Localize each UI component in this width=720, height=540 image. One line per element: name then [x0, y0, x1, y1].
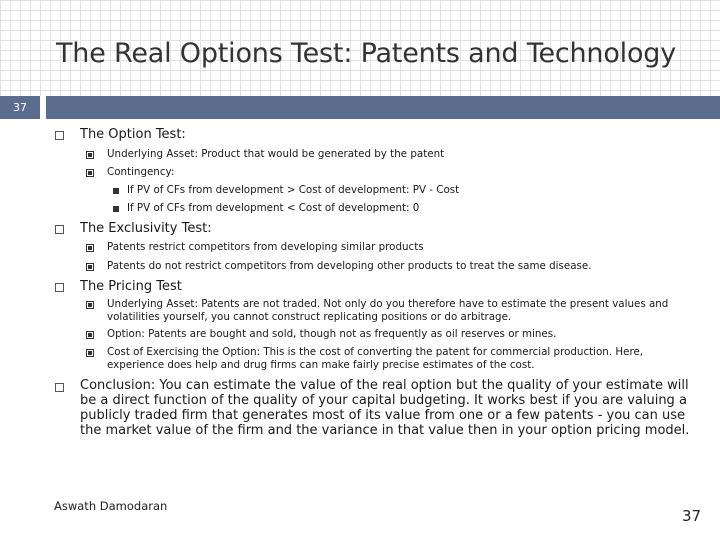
pricing-test-item: Underlying Asset: Patents are not traded. Not only do you therefore have to estimate the present values and volatilities yourself, you cannot construct replicating positions or do arbitrage.	[107, 298, 669, 323]
bullet-icon	[86, 263, 94, 271]
exclusivity-test-item: Patents do not restrict competitors from developing other products to treat the same disease.	[107, 260, 592, 272]
bullet-icon	[86, 244, 94, 252]
option-test-item: Underlying Asset: Product that would be generated by the patent	[107, 148, 445, 160]
exclusivity-test-item: Patents restrict competitors from developing similar products	[107, 241, 424, 253]
option-test-heading: The Option Test:	[80, 127, 186, 142]
slide-title: The Real Options Test: Patents and Technology	[56, 38, 676, 69]
bullet-icon	[86, 151, 94, 159]
option-test-item: Contingency:	[107, 166, 175, 178]
pricing-test-item: Cost of Exercising the Option: This is the cost of converting the patent for commercial production. Here, experience does help and drug firms can make fairly precise estimates of the cost.	[107, 346, 644, 371]
bullet-icon	[86, 331, 94, 339]
bullet-icon	[113, 206, 119, 212]
exclusivity-test-heading: The Exclusivity Test:	[80, 221, 212, 236]
slide-number-badge: 37	[0, 96, 40, 119]
pricing-test-heading: The Pricing Test	[80, 279, 182, 294]
author-footer: Aswath Damodaran	[54, 499, 168, 513]
bullet-icon	[113, 188, 119, 194]
bullet-icon	[86, 301, 94, 309]
bullet-icon	[55, 283, 64, 292]
pricing-test-item: Option: Patents are bought and sold, though not as frequently as oil reserves or mines.	[107, 328, 557, 340]
bullet-icon	[55, 383, 64, 392]
bullet-icon	[55, 131, 64, 140]
page-number: 37	[682, 507, 702, 525]
title-underline-bar	[46, 96, 720, 119]
bullet-icon	[86, 349, 94, 357]
bullet-icon	[55, 225, 64, 234]
conclusion-text: Conclusion: You can estimate the value of the real option but the quality of your estimate will be a direct function of the quality of your capital budgeting. It works best if you are valuing a publicly traded firm that generates most of its value from one or a few patents - you can use the market value of the firm and the variance in that value then in your option pricing model.	[80, 378, 690, 438]
contingency-sub-item: If PV of CFs from development < Cost of development: 0	[127, 202, 420, 214]
bullet-icon	[86, 169, 94, 177]
contingency-sub-item: If PV of CFs from development > Cost of development: PV - Cost	[127, 184, 460, 196]
